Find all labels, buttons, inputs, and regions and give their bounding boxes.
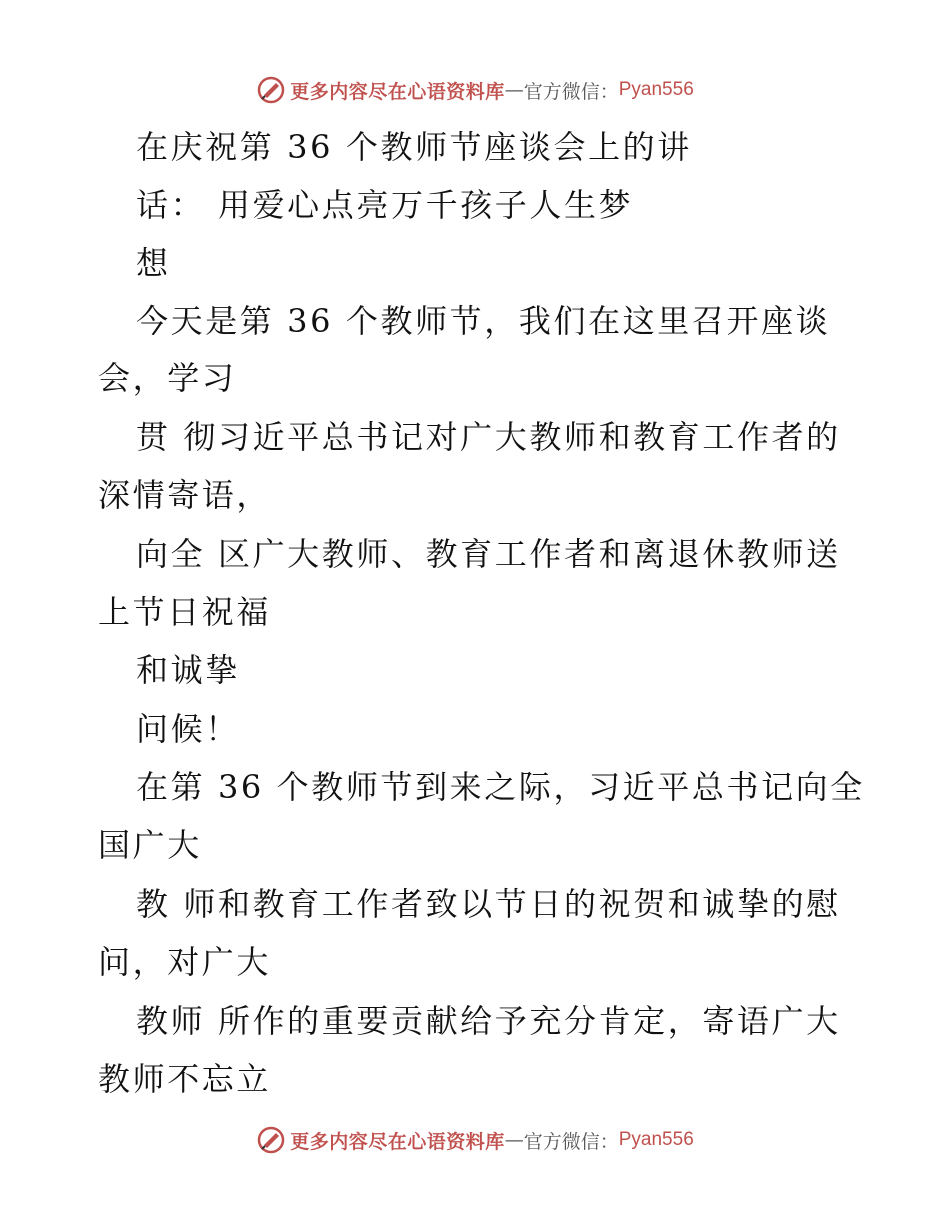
doc-line: 上节日祝福 xyxy=(98,593,272,631)
brand-logo-icon xyxy=(256,1125,286,1155)
banner-wechat-label: 官方微信： xyxy=(523,1130,619,1153)
doc-line: 教师不忘立 xyxy=(98,1060,272,1098)
banner-wechat-id: Pyan556 xyxy=(618,79,694,100)
doc-line: 想 xyxy=(136,244,171,282)
doc-line: 话： 用爱心点亮万千孩子人生梦 xyxy=(136,186,634,224)
doc-line: 会，学习 xyxy=(98,359,237,397)
doc-line: 在庆祝第 36 个教师节座谈会上的讲 xyxy=(136,128,692,166)
doc-line: 问候！ xyxy=(136,710,240,748)
header-banner xyxy=(0,72,950,108)
banner-wechat-id: Pyan556 xyxy=(618,1129,694,1150)
footer-banner xyxy=(0,1122,950,1158)
brand-logo-icon xyxy=(256,75,286,105)
doc-line: 深情寄语， xyxy=(98,476,272,514)
doc-line: 今天是第 36 个教师节，我们在这里召开座谈 xyxy=(136,302,831,340)
doc-line: 向全 区广大教师、教育工作者和离退休教师送 xyxy=(136,535,841,573)
doc-line: 教师 所作的重要贡献给予充分肯定，寄语广大 xyxy=(136,1002,841,1040)
doc-line: 教 师和教育工作者致以节日的祝贺和诚挚的慰 xyxy=(136,885,841,923)
banner-prefix: 更多内容尽在心语资料库 xyxy=(290,1130,505,1153)
banner-wechat-label: 官方微信： xyxy=(523,80,619,103)
doc-line: 问，对广大 xyxy=(98,943,272,981)
doc-line: 国广大 xyxy=(98,826,202,864)
doc-line: 贯 彻习近平总书记对广大教师和教育工作者的 xyxy=(136,418,841,456)
banner-prefix: 更多内容尽在心语资料库 xyxy=(290,80,505,103)
doc-line: 和诚挚 xyxy=(136,651,240,689)
banner-dash: — xyxy=(504,79,524,101)
doc-line: 在第 36 个教师节到来之际，习近平总书记向全 xyxy=(136,768,865,806)
banner-dash: — xyxy=(504,1129,524,1151)
